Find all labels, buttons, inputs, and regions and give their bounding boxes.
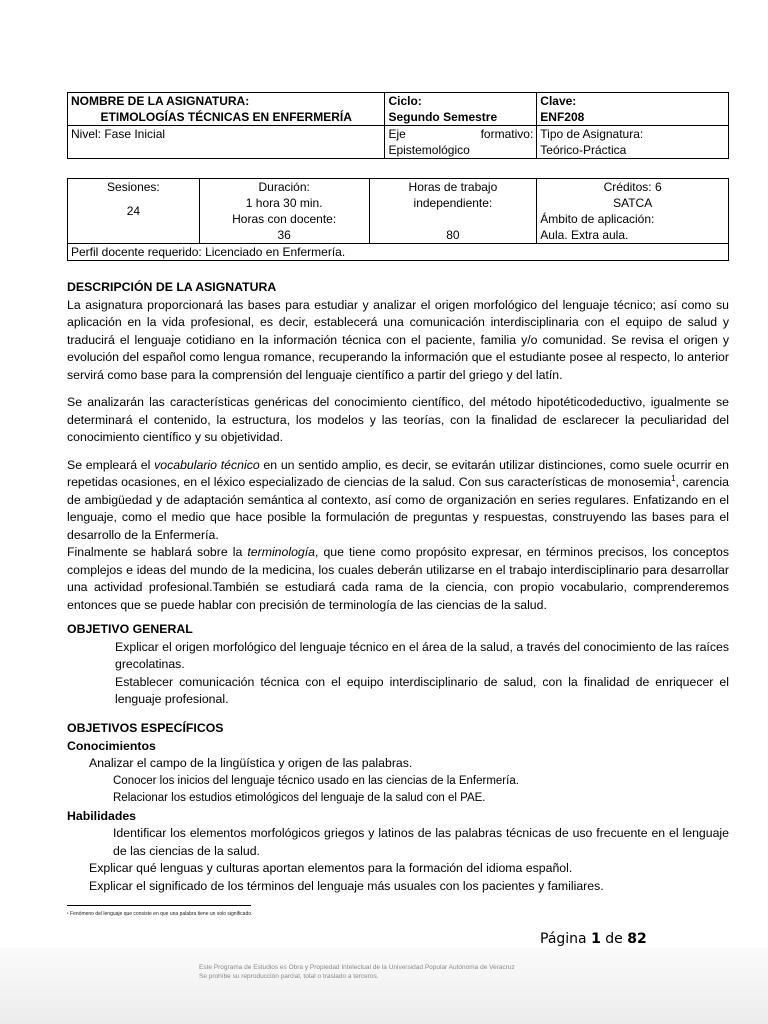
description-paragraph-2: Se analizarán las características genéricas del conocimiento científico, del método hipotéticodeductivo, igualmente se determinará el contenido, la estructura, los modelos y las teorías, con la finalidad de esclarecer la peculiaridad del conocimiento científico y su objetividad. [67, 395, 729, 444]
description-paragraph-4 [67, 544, 729, 614]
footer-copyright [199, 963, 599, 981]
specific-objectives-heading: OBJETIVOS ESPECÍFICOS [67, 721, 224, 735]
page-current: 1 [591, 931, 601, 947]
general-objective-section [67, 621, 729, 709]
independent-hours-label-line1: Horas de trabajo [408, 180, 498, 194]
description-paragraph-1: La asignatura proporcionará las bases para estudiar y analizar el origen morfológico del lenguaje técnico; así como su aplicación en la vida profesional, es decir, establecerá una comunicación interdisciplinaria con el equipo de salud y traducirá el lenguaje cotidiano en la información técnica con el paciente, familia y/o comunidad. Se revisa el origen y evolución del español como lengua romance, recuperando la información que el estudiante posee al respecto, lo anterior servirá como base para la comprensión del lenguaje científico a partir del griego y del latín. [67, 297, 729, 382]
p4-text-a: Finalmente se hablará sobre la [67, 545, 248, 559]
footer-band [0, 948, 768, 1024]
satca-label: SATCA [613, 196, 653, 210]
general-objective-item: Explicar el origen morfológico del lenguaje técnico en el área de la salud, a través del conocimiento de las raíces grecolatinas. [115, 639, 729, 671]
axis-label [388, 126, 533, 142]
p4-emphasis: terminología [247, 545, 316, 559]
footnote-ref: 1 [671, 473, 676, 483]
type-value: Teórico-Práctica [540, 143, 627, 157]
level-text: Nivel: Fase Inicial [71, 127, 166, 141]
p3-text-b: en un sentido amplio, es decir, se evitarán utilizar distinciones, como suele ocurrir en repetidas ocasiones, en el léxico especializado de ciencias de la salud. Con sus características de monosemia [67, 457, 729, 489]
skills-item: Explicar qué lenguas y culturas aportan elementos para la formación del idioma español. [89, 861, 573, 875]
footer-line-1: Este Programa de Estudios es Obra y Propiedad Intelectual de la Universidad Popular Autónoma de Veracruz [199, 964, 515, 971]
independent-hours-cell [369, 179, 537, 244]
skills-item: Explicar el significado de los términos del lenguaje más usuales con los pacientes y familiares. [89, 878, 604, 893]
key-label: Clave: [540, 94, 577, 108]
subject-name-cell [68, 93, 385, 126]
independent-hours-label-line2: independiente: [413, 196, 493, 210]
credits-label: Créditos: 6 [603, 180, 662, 194]
description-paragraph-3 [67, 457, 729, 545]
cycle-label: Ciclo: [388, 94, 422, 108]
knowledge-heading: Conocimientos [67, 738, 156, 753]
teacher-profile-cell [68, 244, 729, 261]
p3-text-a: Se empleará el [67, 457, 155, 472]
cycle-value: Segundo Semestre [388, 110, 498, 124]
knowledge-lead: Analizar el campo de la lingüística y origen de las palabras. [89, 756, 413, 770]
credits-cell [537, 179, 729, 244]
cycle-cell [385, 93, 537, 126]
scope-label: Ámbito de aplicación: [540, 212, 655, 226]
general-objective-heading: OBJETIVO GENERAL [67, 622, 193, 636]
duration-value: 1 hora 30 min. [245, 196, 323, 210]
p4-text-b: , que tiene como propósito expresar, en términos precisos, los conceptos complejos e ideas del mundo de la medicina, los cuales deberán utilizarse en el trabajo interdisciplinario para desarrollar una actividad profesional.También se estudiará cada rama de la ciencia, con propio vocabulario, comprenderemos entonces que se puede hablar con precisión de terminología de las ciencias de la salud. [67, 545, 729, 612]
scope-value: Aula. Extra aula. [540, 228, 629, 242]
subject-info-table [67, 92, 729, 159]
sessions-label: Sesiones: [107, 180, 160, 194]
axis-value: Epistemológico [388, 143, 470, 157]
hours-table [67, 178, 729, 261]
level-cell [68, 126, 385, 159]
type-label: Tipo de Asignatura: [540, 127, 644, 141]
duration-cell [199, 179, 369, 244]
key-cell [537, 93, 729, 126]
general-objective-item: Establecer comunicación técnica con el equipo interdisciplinario de salud, con la finalidad de enriquecer el lenguaje profesional. [115, 674, 729, 706]
page-prefix: Página [540, 931, 587, 947]
axis-label-word1: Eje [388, 127, 406, 141]
footnote-text: ¹ Fenómeno del lenguaje que consiste en que una palabra tiene un solo significado. [67, 911, 253, 917]
teacher-hours-label: Horas con docente: [232, 212, 337, 226]
specific-objectives-section [67, 720, 729, 895]
footer-line-2: Se prohíbe su reproducción parcial, total o traslado a terceros. [199, 973, 379, 980]
sessions-value: 24 [126, 204, 141, 218]
axis-cell [385, 126, 537, 159]
p3-emphasis: vocabulario técnico [154, 457, 260, 472]
p3-text-c: , carencia de ambigüedad y de adaptación semántica al contexto, así como de organización en series regulares. Enfatizando en el lenguaje, como el medio que hace posible la formulación de preguntas y respuestas, construyendo las bases para el desarrollo de la Enfermería. [67, 475, 729, 542]
knowledge-item: Relacionar los estudios etimológicos del lenguaje de la salud con el PAE. [113, 792, 486, 804]
type-cell [537, 126, 729, 159]
knowledge-item: Conocer los inicios del lenguaje técnico usado en las ciencias de la Enfermería. [113, 774, 519, 787]
teacher-profile-text: Perfil docente requerido: Licenciado en Enfermería. [71, 245, 346, 259]
subject-name-value: ETIMOLOGÍAS TÉCNICAS EN ENFERMERÍA [100, 110, 352, 124]
page-number [540, 931, 647, 947]
subject-name-label: NOMBRE DE LA ASIGNATURA: [71, 94, 250, 108]
skills-heading: Habilidades [67, 808, 137, 823]
duration-label: Duración: [258, 180, 310, 194]
page-total: 82 [627, 931, 647, 947]
description-section [67, 279, 729, 614]
independent-hours-value: 80 [446, 228, 460, 242]
footnote-divider [67, 905, 251, 906]
axis-label-word2: formativo: [480, 127, 534, 141]
description-heading: DESCRIPCIÓN DE LA ASIGNATURA [67, 280, 277, 294]
skills-item: Identificar los elementos morfológicos griegos y latinos de las palabras técnicas de uso frecuente en el lenguaje de las ciencias de la salud. [113, 826, 729, 858]
key-value: ENF208 [540, 110, 585, 124]
page-sep: de [605, 931, 623, 947]
sessions-cell [68, 179, 200, 244]
teacher-hours-value: 36 [277, 228, 291, 242]
